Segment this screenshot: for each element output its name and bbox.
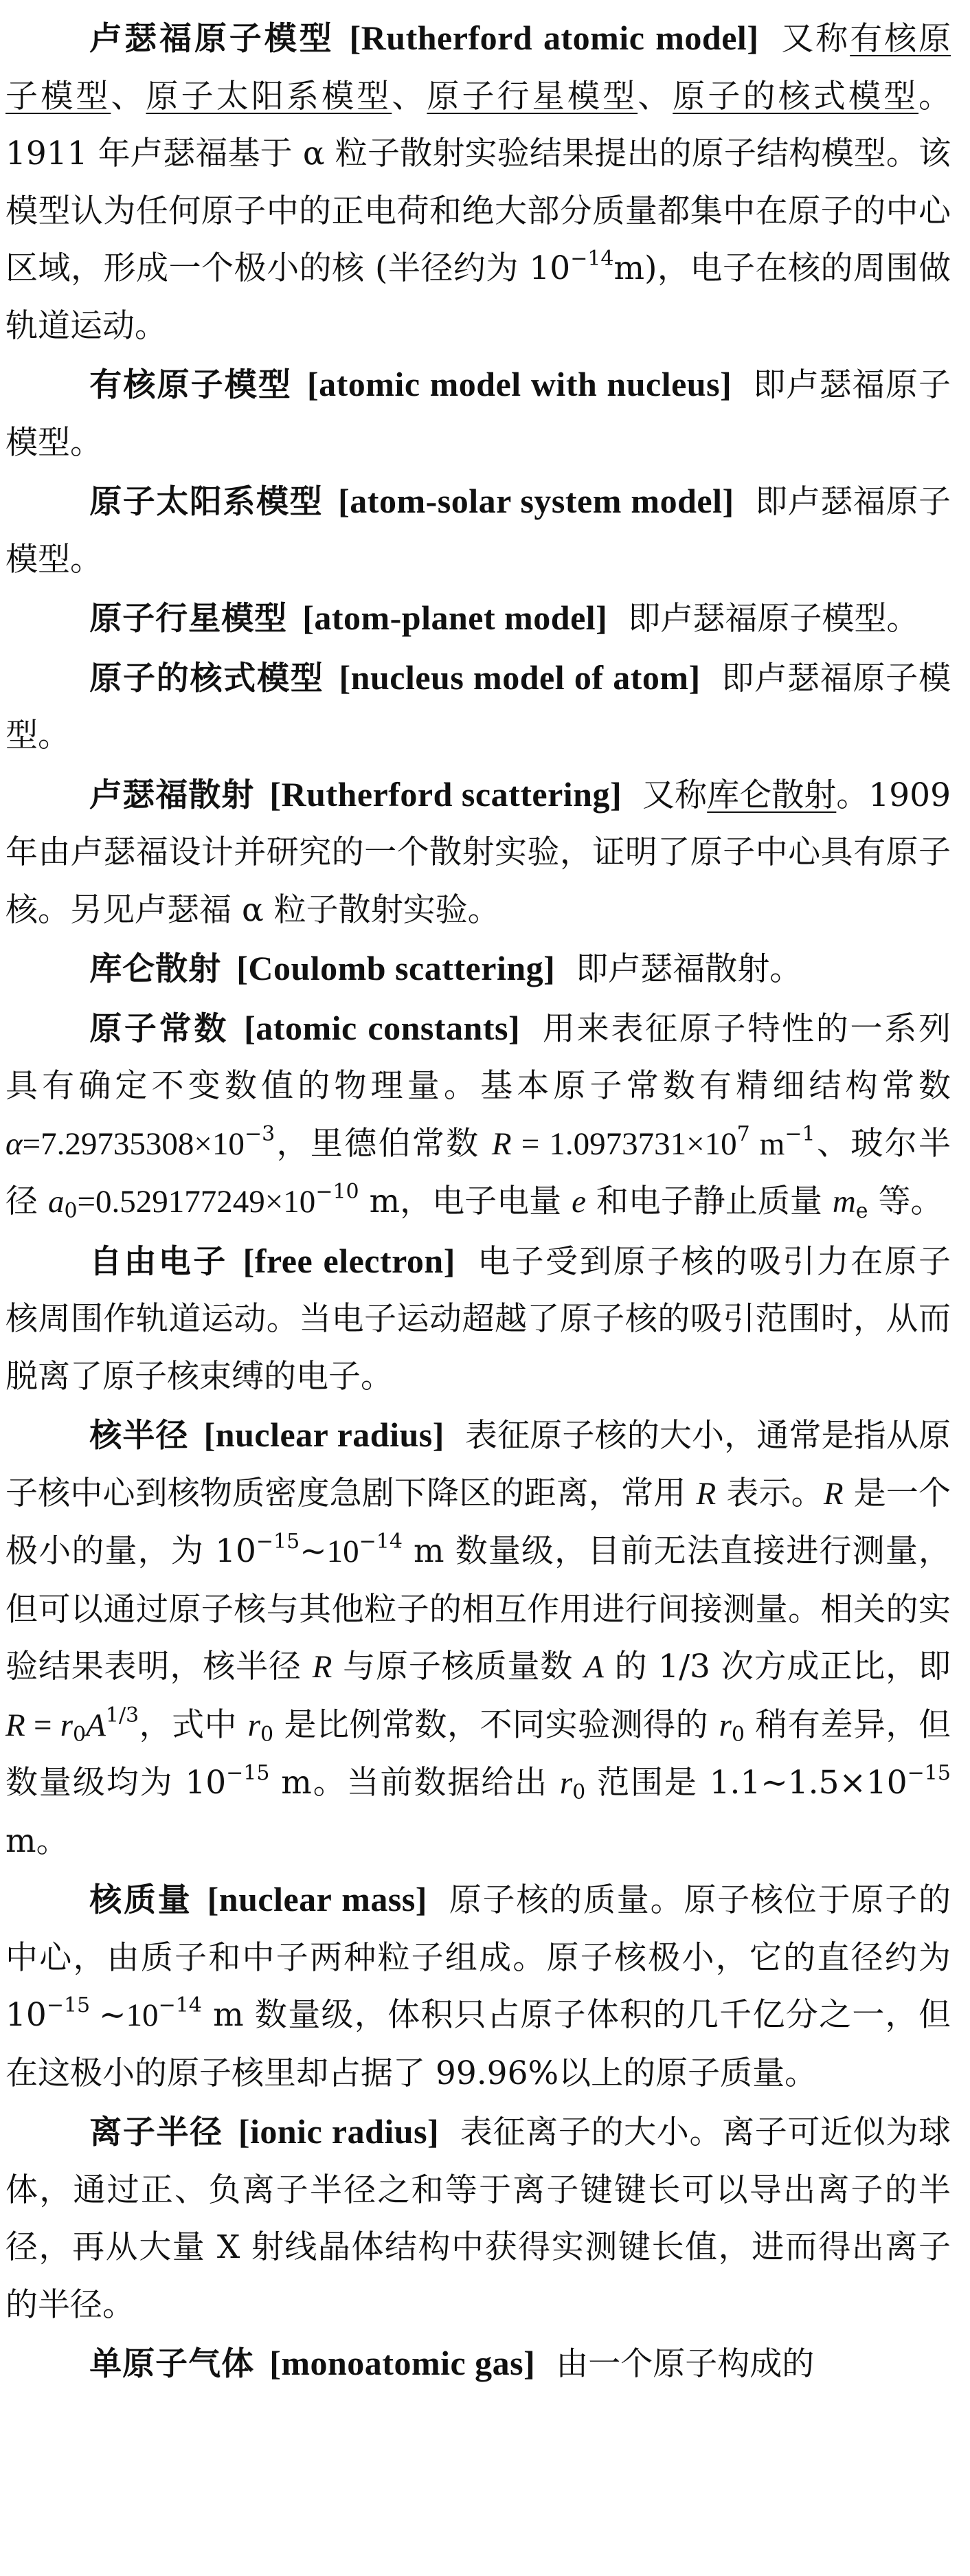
math-symbol: r (60, 1707, 74, 1743)
entry-term: 自由电子 (89, 1242, 228, 1281)
entry-term: 卢瑟福原子模型 (89, 20, 335, 58)
synonym-link: 有核原子模型 (5, 20, 951, 115)
entry-text: ∼10 (300, 1534, 359, 1569)
entry-text: 是一个极小的量，为 10 (5, 1474, 951, 1570)
entry-text: 、玻尔半径 (5, 1124, 951, 1220)
entry-english-term: [Rutherford scattering] (269, 774, 622, 814)
entry-term: 核半径 (89, 1417, 189, 1455)
synonym-link: 原子太阳系模型 (146, 77, 392, 115)
subscript: e (855, 1199, 868, 1223)
exponent: −15 (907, 1761, 951, 1785)
entry-term: 库仑散射 (89, 950, 222, 988)
entry-text: 等。 (868, 1183, 943, 1220)
entry-english-term: [nuclear mass] (207, 1880, 427, 1918)
math-symbol: R (823, 1475, 844, 1512)
entry-body: 即卢瑟福原子模型。 (628, 600, 919, 638)
entry-english-term: [Coulomb scattering] (236, 949, 556, 987)
exponent: 1/3 (105, 1703, 139, 1727)
entry-free-electron (5, 1233, 951, 1406)
entry-atom-planet-model (5, 590, 951, 648)
entry-atomic-constants (5, 1000, 951, 1231)
entry-ionic-radius (5, 2103, 951, 2333)
entry-text: 稍有差异，但数量级均为 10 (5, 1705, 951, 1802)
entry-english-term: [free electron] (242, 1241, 455, 1280)
entry-text: 表示。 (716, 1474, 824, 1512)
entry-body: 电子受到原子核的吸引力在原子核周围作轨道运动。当电子运动超越了原子核的吸引范围时，从而脱离了原子核束缚的电子。 (5, 1242, 951, 1396)
math-symbol: m (832, 1184, 856, 1220)
entry-body: 即卢瑟福原子模型。 (5, 366, 951, 462)
entry-term: 原子常数 (89, 1009, 229, 1048)
math-symbol: R (696, 1475, 717, 1512)
exponent: −14 (158, 1993, 202, 2017)
entry-body: 即卢瑟福原子模型。 (5, 483, 951, 579)
entry-term: 卢瑟福散射 (89, 776, 255, 814)
math-symbol: a (47, 1184, 65, 1220)
math-symbol: A (584, 1649, 604, 1685)
entry-term: 有核原子模型 (89, 366, 292, 404)
entry-text: m。 (5, 1822, 69, 1860)
entry-text: ，里德伯常数 (275, 1124, 492, 1163)
entry-text: 又称 (642, 776, 708, 814)
entry-body: 即卢瑟福散射。 (576, 950, 802, 988)
math-symbol: R (5, 1707, 25, 1743)
synonym-link: 库仑散射 (707, 776, 837, 814)
entry-body: 由一个原子构成的 (556, 2345, 815, 2383)
entry-body: 即卢瑟福原子模型。 (5, 659, 951, 754)
entry-text: ∼10 (90, 1997, 159, 2033)
entry-monoatomic-gas (5, 2335, 951, 2393)
entry-text: 。1911 年卢瑟福基于 α 粒子散射实验结果提出的原子结构模型。该模型认为任何原子中的正电荷和绝大部分质量都集中在原子的中心区域，形成一个极小的核 (半径约为 10 (5, 77, 951, 287)
entry-nuclear-mass (5, 1871, 951, 2102)
entry-text: 的 1/3 次方成正比，即 (603, 1648, 951, 1685)
entry-text: 原子核的质量。原子核位于原子的中心，由质子和中子两种粒子组成。原子核极小，它的直径约为 10 (5, 1881, 951, 2034)
entry-atom-solar-system-model (5, 473, 951, 588)
entry-term: 单原子气体 (89, 2345, 255, 2383)
entry-atomic-model-with-nucleus (5, 356, 951, 471)
synonym-link: 原子行星模型 (427, 77, 638, 115)
entry-text: = (25, 1707, 60, 1743)
entry-term: 原子行星模型 (89, 600, 288, 638)
entry-body: 表征离子的大小。离子可近似为球体，通过正、负离子半径之和等于离子键键长可以导出离子的半径，再从大量 X 射线晶体结构中获得实测键长值，进而得出离子的半径。 (5, 2114, 951, 2324)
entry-text: 范围是 1.1∼1.5×10 (585, 1764, 907, 1802)
entry-term: 原子太阳系模型 (89, 483, 324, 521)
entry-english-term: [nucleus model of atom] (339, 658, 701, 697)
entry-rutherford-atomic-model (5, 10, 951, 355)
entry-text: m (749, 1125, 785, 1162)
entry-text: 表征原子核的大小，通常是指从原子核中心到核物质密度急剧下降区的距离，常用 (5, 1417, 951, 1512)
entry-text: =7.29735308×10 (22, 1125, 245, 1162)
entry-english-term: [nuclear radius] (203, 1415, 444, 1454)
math-symbol: R (312, 1649, 332, 1685)
exponent: −15 (256, 1530, 300, 1554)
entry-text: m 数量级，目前无法直接进行测量，但可以通过原子核与其他粒子的相互作用进行间接测量。相关的实验结果表明，核半径 (5, 1532, 951, 1685)
exponent: −14 (570, 247, 614, 271)
entry-text: 。1909 年由卢瑟福设计并研究的一个散射实验，证明了原子中心具有原子核。另见卢瑟福 α 粒子散射实验。 (5, 776, 951, 929)
entry-english-term: [atomic constants] (244, 1008, 521, 1047)
math-symbol: R (491, 1125, 512, 1162)
exponent: 7 (736, 1121, 750, 1146)
entry-text: m，电子电量 (359, 1183, 572, 1220)
subscript: 0 (260, 1722, 274, 1747)
entry-coulomb-scattering (5, 940, 951, 998)
exponent: −3 (244, 1121, 275, 1146)
subscript: 0 (73, 1722, 87, 1747)
entry-text: m。当前数据给出 (269, 1764, 560, 1802)
synonym-link: 原子的核式模型 (673, 77, 919, 115)
exponent: −14 (359, 1530, 403, 1554)
entry-nucleus-model-of-atom (5, 649, 951, 765)
entry-term: 离子半径 (89, 2114, 223, 2151)
entry-text: 、 (392, 77, 427, 115)
math-symbol: α (5, 1125, 23, 1162)
entry-text: m)，电子在核的周围做轨道运动。 (5, 249, 951, 345)
math-symbol: e (572, 1184, 586, 1220)
entry-english-term: [Rutherford atomic model] (349, 19, 759, 57)
subscript: 0 (64, 1199, 78, 1223)
entry-text: 、 (638, 77, 673, 115)
entry-nuclear-radius (5, 1407, 951, 1870)
math-symbol: A (86, 1707, 106, 1743)
entry-english-term: [atom-solar system model] (338, 482, 734, 520)
entry-english-term: [monoatomic gas] (269, 2344, 536, 2382)
entry-text: 、 (111, 77, 146, 115)
entry-text: = 1.0973731×10 (511, 1125, 737, 1162)
math-symbol: r (559, 1765, 573, 1801)
subscript: 0 (572, 1780, 586, 1804)
entry-text: 是比例常数，不同实验测得的 (273, 1705, 719, 1744)
entry-rutherford-scattering (5, 766, 951, 939)
entry-text: 又称 (779, 20, 850, 58)
entry-text: m 数量级，体积只占原子体积的几千亿分之一，但在这极小的原子核里却占据了 99.96%以上的原子质量。 (5, 1996, 951, 2092)
entry-english-term: [atom-planet model] (302, 598, 608, 637)
subscript: 0 (731, 1722, 745, 1747)
entry-english-term: [ionic radius] (238, 2112, 440, 2151)
math-symbol: r (719, 1707, 732, 1743)
entry-english-term: [atomic model with nucleus] (306, 365, 732, 403)
entry-text: 和电子静止质量 (585, 1183, 833, 1220)
entry-text: 与原子核质量数 (332, 1648, 585, 1685)
exponent: −15 (226, 1761, 270, 1785)
entry-text: =0.529177249×10 (77, 1184, 316, 1220)
entry-term: 原子的核式模型 (89, 659, 324, 697)
exponent: −10 (315, 1180, 359, 1204)
entry-text: ，式中 (139, 1705, 248, 1744)
entry-term: 核质量 (89, 1881, 192, 1919)
entry-text: 用来表征原子特性的一系列具有确定不变数值的物理量。基本原子常数有精细结构常数 (5, 1009, 951, 1105)
exponent: −15 (46, 1993, 91, 2017)
exponent: −1 (785, 1121, 815, 1146)
math-symbol: r (247, 1707, 260, 1743)
